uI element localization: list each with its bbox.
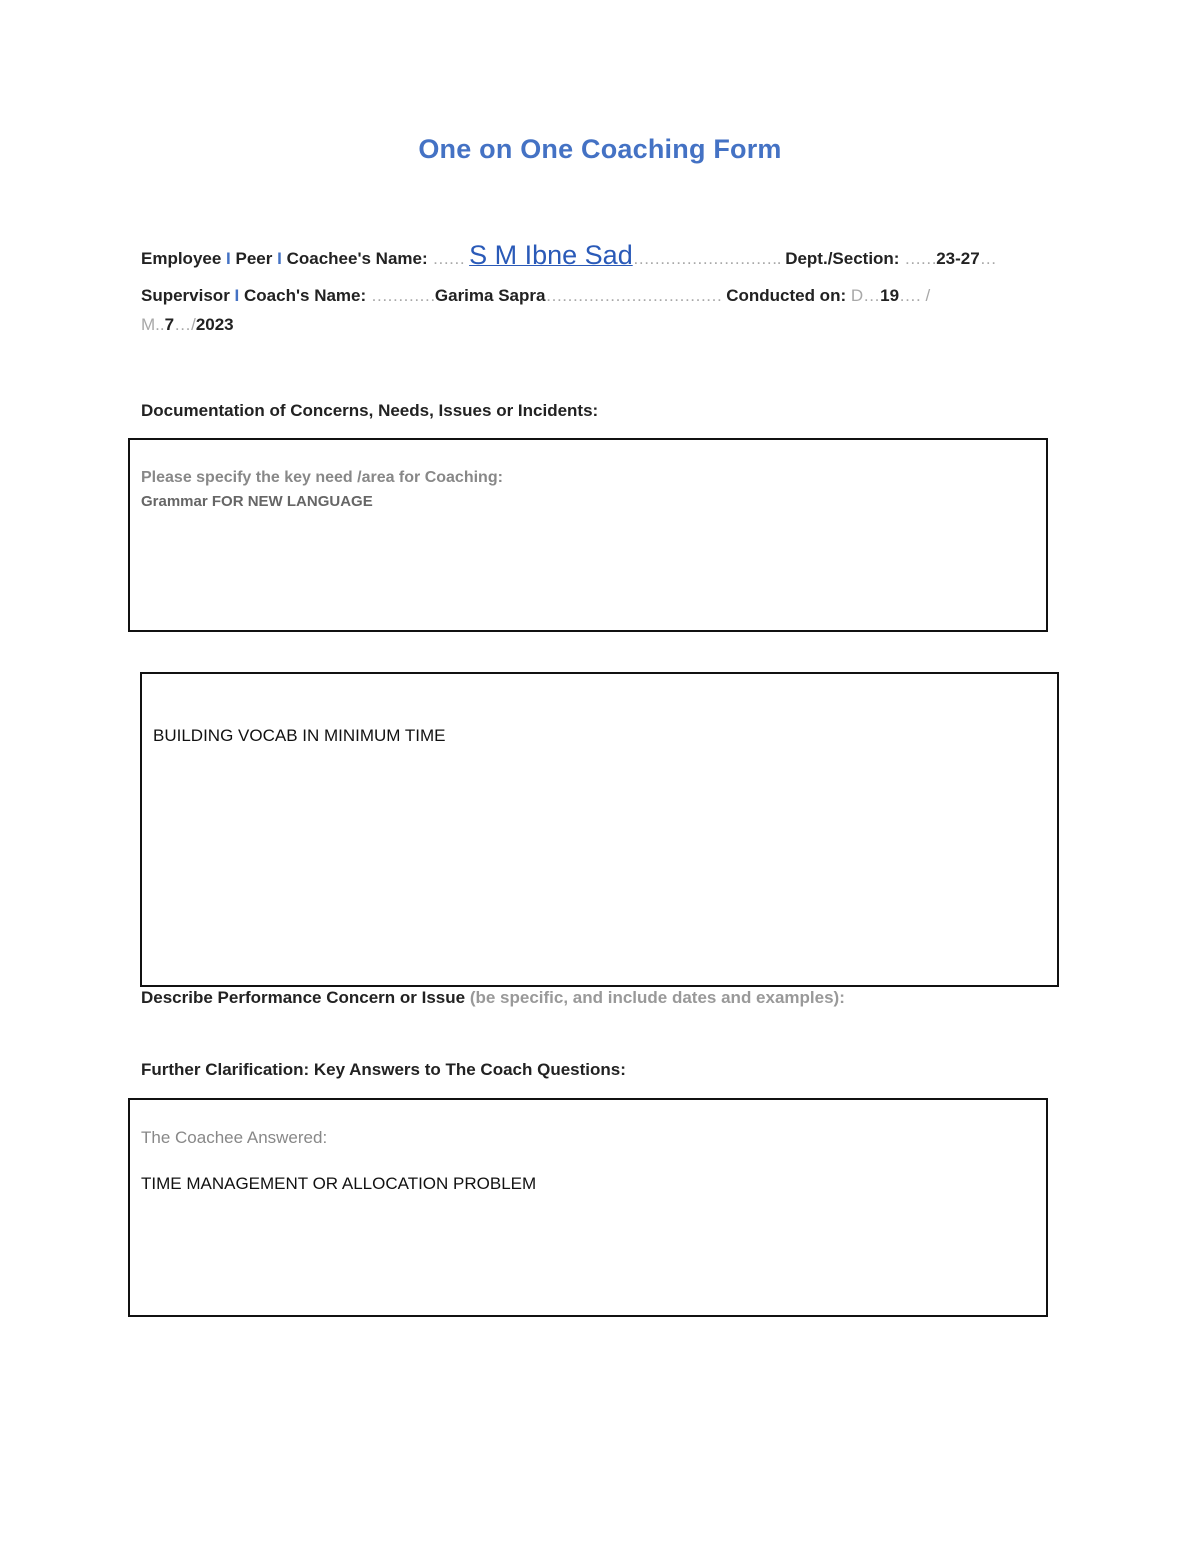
fill-dots: ……………………….: [632, 249, 781, 268]
documentation-heading: Documentation of Concerns, Needs, Issues or Incidents:: [141, 401, 599, 420]
coaching-need-hint: Please specify the key need /area for Coaching:: [141, 469, 503, 486]
peer-label: Peer: [235, 249, 273, 268]
performance-concern-row: [141, 988, 845, 1008]
coachee-answer-text: TIME MANAGEMENT OR ALLOCATION PROBLEM: [141, 1174, 537, 1193]
coachee-answer-box[interactable]: [128, 1098, 1048, 1317]
fill-dots: ……: [904, 249, 937, 268]
month-value[interactable]: 7: [164, 315, 175, 334]
dept-section-label: Dept./Section:: [785, 249, 900, 268]
employee-label: Employee: [141, 249, 222, 268]
conducted-on-label: Conducted on:: [726, 286, 847, 305]
coachee-name-label: Coachee's Name:: [286, 249, 428, 268]
performance-concern-hint: (be specific, and include dates and examples):: [469, 988, 845, 1007]
vocab-text: BUILDING VOCAB IN MINIMUM TIME: [153, 726, 446, 745]
performance-concern-label: Describe Performance Concern or Issue: [141, 988, 466, 1007]
fill-dots: …………: [370, 286, 435, 305]
day-prefix: D…: [850, 286, 881, 305]
clarification-heading: Further Clarification: Key Answers to The Coach Questions:: [141, 1060, 626, 1079]
supervisor-label: Supervisor: [141, 286, 230, 305]
fill-dots: …: [979, 249, 996, 268]
supervisor-row: [141, 286, 930, 306]
year-value[interactable]: 2023: [195, 315, 234, 334]
separator: I: [277, 249, 282, 268]
coachee-name-value[interactable]: S M Ibne Sad: [469, 240, 633, 270]
separator: I: [234, 286, 240, 305]
fill-dots: ……: [432, 249, 465, 268]
coach-name-label: Coach's Name:: [244, 286, 367, 305]
month-prefix: M..: [141, 315, 165, 334]
coach-name-value[interactable]: Garima Sapra: [434, 286, 546, 305]
form-title: One on One Coaching Form: [418, 134, 782, 164]
day-value[interactable]: 19: [880, 286, 900, 305]
vocab-box[interactable]: [140, 672, 1059, 987]
separator: I: [226, 249, 231, 268]
employee-row: [141, 240, 996, 271]
coaching-need-box[interactable]: [128, 438, 1048, 632]
month-suffix: …/: [174, 315, 196, 334]
fill-dots: ……………………………: [545, 286, 722, 305]
date-row-continued: [141, 315, 234, 335]
day-suffix: …. /: [899, 286, 931, 305]
coachee-answered-hint: The Coachee Answered:: [141, 1128, 328, 1147]
coaching-need-value: Grammar FOR NEW LANGUAGE: [141, 493, 373, 510]
dept-section-value[interactable]: 23-27: [936, 249, 980, 268]
